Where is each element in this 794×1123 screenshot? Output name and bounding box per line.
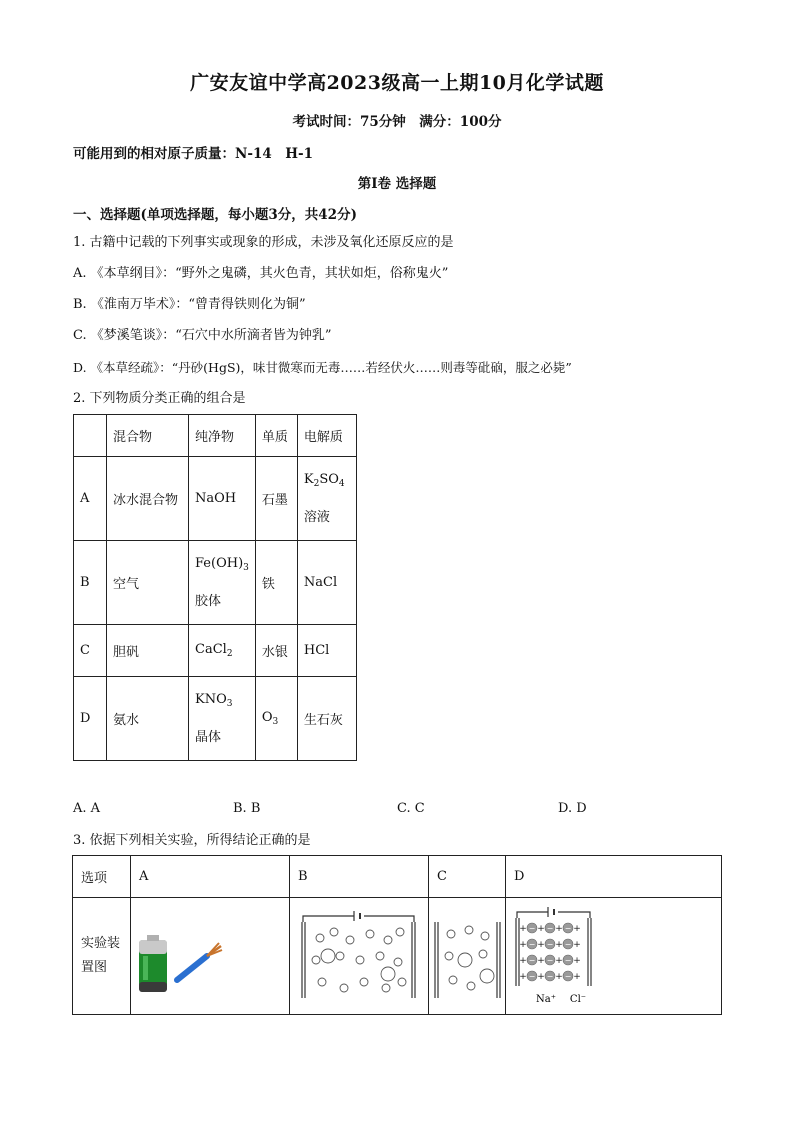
svg-text:−: − bbox=[546, 956, 554, 965]
header-cell: B bbox=[290, 856, 429, 898]
hydrated-ion-clusters bbox=[445, 926, 494, 990]
svg-text:+: + bbox=[519, 940, 527, 950]
svg-text:+: + bbox=[519, 924, 527, 934]
row-label: A bbox=[74, 457, 107, 541]
section-title: 一、选择题(单项选择题，每小题3分，共42分) bbox=[73, 207, 357, 223]
apparatus-b-cell bbox=[290, 898, 429, 1015]
pure-cell bbox=[189, 457, 256, 541]
electrolyte-cell: 生石灰 bbox=[297, 677, 356, 761]
svg-text:−: − bbox=[528, 924, 536, 933]
mixture-cell: 胆矾 bbox=[107, 625, 189, 677]
battery-wire-figure bbox=[131, 898, 289, 1010]
header-cell: D bbox=[506, 856, 722, 898]
svg-text:−: − bbox=[546, 972, 554, 981]
svg-text:+: + bbox=[573, 972, 581, 982]
formula-subscript: 3 bbox=[272, 717, 279, 727]
electrolyte-cell bbox=[297, 457, 356, 541]
pure-cell bbox=[189, 625, 256, 677]
apparatus-c-cell bbox=[429, 898, 506, 1015]
formula-part: CaCl bbox=[195, 642, 227, 657]
svg-text:−: − bbox=[528, 972, 536, 981]
header-cell: 电解质 bbox=[297, 415, 356, 457]
ion-charges bbox=[529, 924, 572, 981]
svg-text:−: − bbox=[564, 940, 572, 949]
table-row bbox=[74, 625, 357, 677]
svg-text:+: + bbox=[555, 972, 563, 982]
table-row bbox=[74, 541, 357, 625]
svg-text:+: + bbox=[555, 956, 563, 966]
header-cell: 选项 bbox=[73, 856, 131, 898]
table-row bbox=[74, 677, 357, 761]
q2-answer-c: C. C bbox=[397, 801, 425, 816]
battery-icon bbox=[139, 935, 167, 992]
svg-text:+: + bbox=[573, 956, 581, 966]
electrolyte-cell: HCl bbox=[297, 625, 356, 677]
row-label: C bbox=[74, 625, 107, 677]
element-cell: 铁 bbox=[255, 541, 297, 625]
svg-text:+: + bbox=[573, 924, 581, 934]
table-row bbox=[74, 457, 357, 541]
formula-part: Fe(OH) bbox=[195, 555, 244, 571]
svg-text:−: − bbox=[564, 972, 572, 981]
atomic-mass-line: 可能用到的相对原子质量：N-14 H-1 bbox=[73, 146, 313, 162]
table-row bbox=[73, 898, 722, 1015]
formula-suffix: 溶液 bbox=[303, 509, 330, 525]
svg-text:+: + bbox=[573, 940, 581, 950]
formula-part: KNO bbox=[195, 691, 227, 707]
mixture-cell: 冰水混合物 bbox=[107, 457, 189, 541]
q3-stem: 3. 依据下列相关实验，所得结论正确的是 bbox=[73, 833, 311, 848]
svg-text:−: − bbox=[528, 940, 536, 949]
electrolyte-cell: NaCl bbox=[297, 541, 356, 625]
copper-wire-icon bbox=[177, 943, 222, 980]
formula-suffix: 晶体 bbox=[195, 729, 222, 745]
svg-text:+: + bbox=[537, 940, 545, 950]
row-label: 实验装置图 bbox=[73, 898, 131, 1015]
formula-subscript: 3 bbox=[226, 698, 233, 709]
formula-suffix: 胶体 bbox=[195, 593, 222, 609]
electrolysis-b-figure bbox=[290, 898, 428, 1010]
header-cell: 单质 bbox=[255, 415, 297, 457]
sodium-ion-label: Na⁺ bbox=[536, 994, 556, 1005]
formula-subscript: 2 bbox=[313, 478, 320, 489]
formula-subscript: 4 bbox=[338, 478, 345, 489]
element-cell bbox=[255, 677, 297, 761]
q1-stem: 1. 古籍中记载的下列事实或现象的形成，未涉及氧化还原反应的是 bbox=[73, 235, 454, 250]
header-cell bbox=[74, 415, 107, 457]
page-title: 广安友谊中学高2023级高一上期10月化学试题 bbox=[190, 72, 604, 94]
q1-option-d: D. 《本草经疏》：“丹砂(HgS)，味甘微寒而无毒……若经伏火……则毒等砒硇，服之必毙” bbox=[73, 360, 572, 375]
formula-part: O bbox=[261, 710, 273, 725]
row-label: D bbox=[74, 677, 107, 761]
svg-text:+: + bbox=[537, 956, 545, 966]
q1-option-a: A. 《本草纲目》：“野外之鬼磷，其火色青，其状如炬，俗称鬼火” bbox=[73, 266, 449, 281]
q1-option-c: C. 《梦溪笔谈》：“石穴中水所滴者皆为钟乳” bbox=[73, 328, 332, 343]
svg-text:−: − bbox=[546, 940, 554, 949]
apparatus-d-cell bbox=[506, 898, 722, 1015]
q2-answer-a: A. A bbox=[73, 801, 101, 816]
electrolysis-c-figure bbox=[429, 898, 505, 1010]
formula bbox=[195, 547, 249, 585]
pure-cell bbox=[189, 541, 256, 625]
q2-classification-table bbox=[73, 414, 357, 761]
header-cell: A bbox=[131, 856, 290, 898]
apparatus-a-cell bbox=[131, 898, 290, 1015]
table-header-row bbox=[73, 856, 722, 898]
volume-title: 第I卷 选择题 bbox=[357, 176, 437, 192]
svg-text:+: + bbox=[519, 972, 527, 982]
q3-experiment-table bbox=[72, 855, 722, 1015]
q2-answer-d: D. D bbox=[558, 801, 587, 816]
formula bbox=[195, 683, 249, 721]
ion-migration-figure bbox=[506, 898, 716, 1010]
svg-text:+: + bbox=[555, 924, 563, 934]
exam-info: 考试时间：75分钟 满分：100分 bbox=[292, 114, 502, 130]
svg-text:+: + bbox=[519, 956, 527, 966]
q2-answer-b: B. B bbox=[233, 801, 261, 816]
hydrated-ion-clusters bbox=[312, 928, 406, 992]
table-header-row bbox=[74, 415, 357, 457]
mixture-cell: 空气 bbox=[107, 541, 189, 625]
svg-text:+: + bbox=[537, 924, 545, 934]
q2-stem: 2. 下列物质分类正确的组合是 bbox=[73, 391, 246, 406]
mixture-cell: 氨水 bbox=[107, 677, 189, 761]
chloride-ion-label: Cl⁻ bbox=[569, 994, 587, 1005]
svg-text:−: − bbox=[564, 924, 572, 933]
pure-text: NaOH bbox=[195, 491, 237, 506]
header-cell: C bbox=[429, 856, 506, 898]
formula-subscript: 3 bbox=[243, 562, 249, 573]
element-cell: 石墨 bbox=[255, 457, 297, 541]
element-cell: 水银 bbox=[255, 625, 297, 677]
header-cell: 混合物 bbox=[107, 415, 189, 457]
formula-subscript: 2 bbox=[226, 649, 233, 659]
svg-text:−: − bbox=[546, 924, 554, 933]
header-cell: 纯净物 bbox=[189, 415, 256, 457]
row-label: B bbox=[74, 541, 107, 625]
svg-text:−: − bbox=[528, 956, 536, 965]
q1-option-b: B. 《淮南万毕术》：“曾青得铁则化为铜” bbox=[73, 297, 306, 312]
formula-part: SO bbox=[319, 471, 339, 487]
svg-text:+: + bbox=[555, 940, 563, 950]
svg-text:+: + bbox=[537, 972, 545, 982]
formula-part: K bbox=[303, 471, 314, 487]
formula bbox=[304, 463, 350, 501]
pure-cell bbox=[189, 677, 256, 761]
svg-text:−: − bbox=[564, 956, 572, 965]
